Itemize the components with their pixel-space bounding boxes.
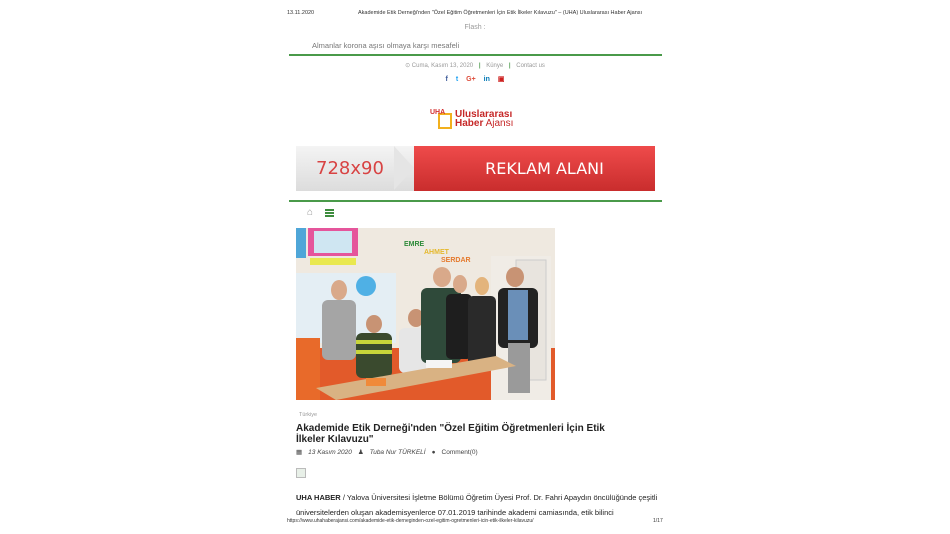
logo-badge-icon: UHA — [430, 109, 452, 129]
broken-image-icon — [296, 468, 306, 478]
divider — [289, 200, 662, 202]
print-page-number: 1/17 — [653, 518, 663, 524]
article-date: 13 Kasım 2020 — [308, 448, 352, 456]
main-nav — [307, 207, 334, 218]
clock-icon: ⊙ — [405, 63, 411, 69]
print-page-title: Akademide Etik Derneği'nden "Özel Eğitim Öğretmenleri İçin Etik İlkeler Kılavuzu" – (UHA) Uluslararası Haber Ajansı — [358, 10, 643, 16]
user-icon: ♟ — [357, 449, 364, 456]
separator: | — [478, 63, 481, 69]
print-footer-url: https://www.uhahaberajansi.com/akademide-etik-derneginden-ozel-egitim-ogretmenleri-icin-etik-ilkeler-kilavuzu/ — [287, 518, 534, 524]
ad-banner[interactable] — [296, 146, 655, 191]
article-body: UHA HABER / Yalova Üniversitesi İşletme Bölümü Öğretim Üyesi Prof. Dr. Fahri Apaydın öncülüğünde çeşitli üniversitelerden oluşan akademisyenlerce 07.01.2019 tarihinde akademi camiasında, etik bilinci — [296, 493, 658, 517]
news-ticker-item[interactable]: Almanlar korona aşısı olmaya karşı mesafeli — [312, 41, 460, 50]
site-logo[interactable] — [430, 109, 513, 129]
twitter-icon[interactable]: t — [455, 76, 459, 83]
linkedin-icon[interactable]: in — [483, 76, 490, 83]
svg-text:AHMET: AHMET — [424, 249, 449, 256]
comment-count[interactable]: Comment(0) — [441, 448, 478, 456]
flash-label: Flash : — [464, 24, 486, 31]
article-author[interactable]: Tuba Nur TÜRKELİ — [369, 448, 426, 456]
article-meta — [296, 448, 478, 456]
logo-line2: Haber Ajansı — [455, 118, 514, 129]
youtube-icon[interactable]: ▣ — [497, 76, 505, 83]
ad-label: REKLAM ALANI — [414, 146, 655, 191]
comment-icon: ● — [431, 448, 436, 456]
article-title: Akademide Etik Derneği'nden "Özel Eğitim Öğretmenleri İçin Etik İlkeler Kılavuzu" — [296, 423, 605, 445]
divider — [289, 54, 662, 56]
ad-arrow-shape — [394, 146, 414, 190]
calendar-icon: ▦ — [296, 449, 303, 456]
facebook-icon[interactable]: f — [445, 76, 448, 83]
home-icon[interactable]: ⌂ — [307, 207, 314, 218]
body-lead: UHA HABER — [296, 493, 341, 502]
kunye-link[interactable]: Künye — [486, 63, 504, 69]
hamburger-menu-icon[interactable] — [325, 209, 334, 217]
current-date: Cuma, Kasım 13, 2020 — [411, 63, 474, 69]
separator: | — [508, 63, 511, 69]
logo-line1: Uluslararası — [455, 109, 513, 120]
contact-us-link[interactable]: Contact us — [516, 63, 545, 69]
svg-text:SERDAR: SERDAR — [441, 257, 471, 264]
svg-text:EMRE: EMRE — [404, 241, 425, 248]
info-bar — [0, 62, 950, 69]
ad-size-label: 728x90 — [296, 146, 414, 191]
google-plus-icon[interactable]: G+ — [466, 76, 476, 83]
print-date: 13.11.2020 — [287, 10, 315, 16]
article-category[interactable]: Türkiye — [299, 412, 318, 418]
social-links — [0, 75, 950, 83]
article-photo — [296, 228, 555, 400]
